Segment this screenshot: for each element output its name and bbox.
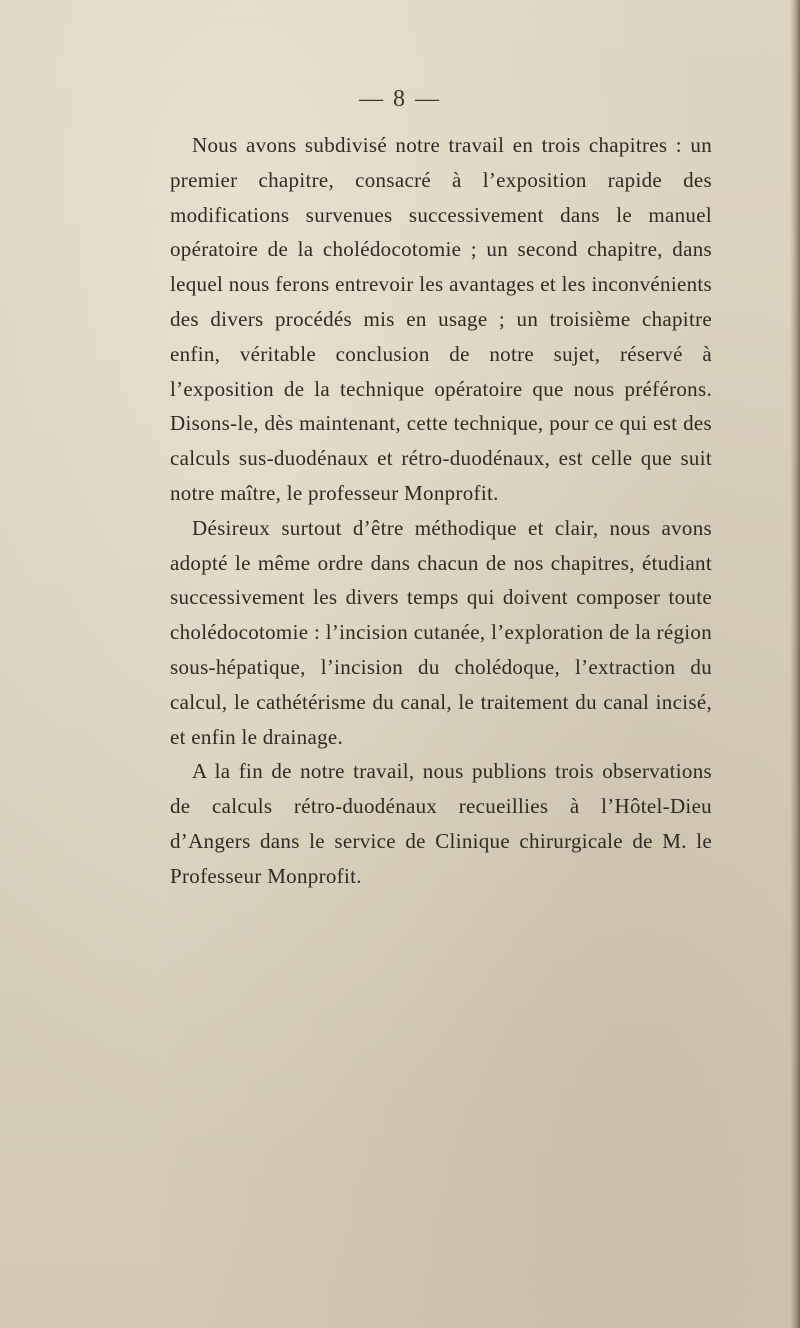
page-edge-shadow [790,0,800,1328]
paragraph-1: Nous avons subdivisé notre travail en trois chapitres : un premier chapitre, consacré à l’exposition rapide des modifications survenues successivement dans le manuel opératoire de la cholédocotomie ; un second chapitre, dans lequel nous ferons entrevoir les avantages et les inconvénients des divers procédés mis en usage ; un troisième chapitre enfin, véritable conclusion de notre sujet, réservé à l’exposition de la technique opératoire que nous préférons. Disons-le, dès maintenant, cette technique, pour ce qui est des calculs sus-duodénaux et rétro-duodénaux, est celle que suit notre maître, le professeur Monprofit. [170,133,712,505]
body-text [170,128,712,894]
paragraph-2: Désireux surtout d’être méthodique et clair, nous avons adopté le même ordre dans chacun de nos chapitres, étudiant successivement les divers temps qui doivent composer toute cholédocotomie : l’incision cutanée, l’exploration de la région sous-hépatique, l’incision du cholédoque, l’extraction du calcul, le cathétérisme du canal, le traitement du canal incisé, et enfin le drainage. [170,515,712,749]
page-number: — 8 — [359,86,441,112]
paragraph-3: A la fin de notre travail, nous publions trois observations de calculs rétro-duodénaux recueillies à l’Hôtel-Dieu d’Angers dans le service de Clinique chirurgicale de M. le Professeur Monprofit. [170,759,712,888]
